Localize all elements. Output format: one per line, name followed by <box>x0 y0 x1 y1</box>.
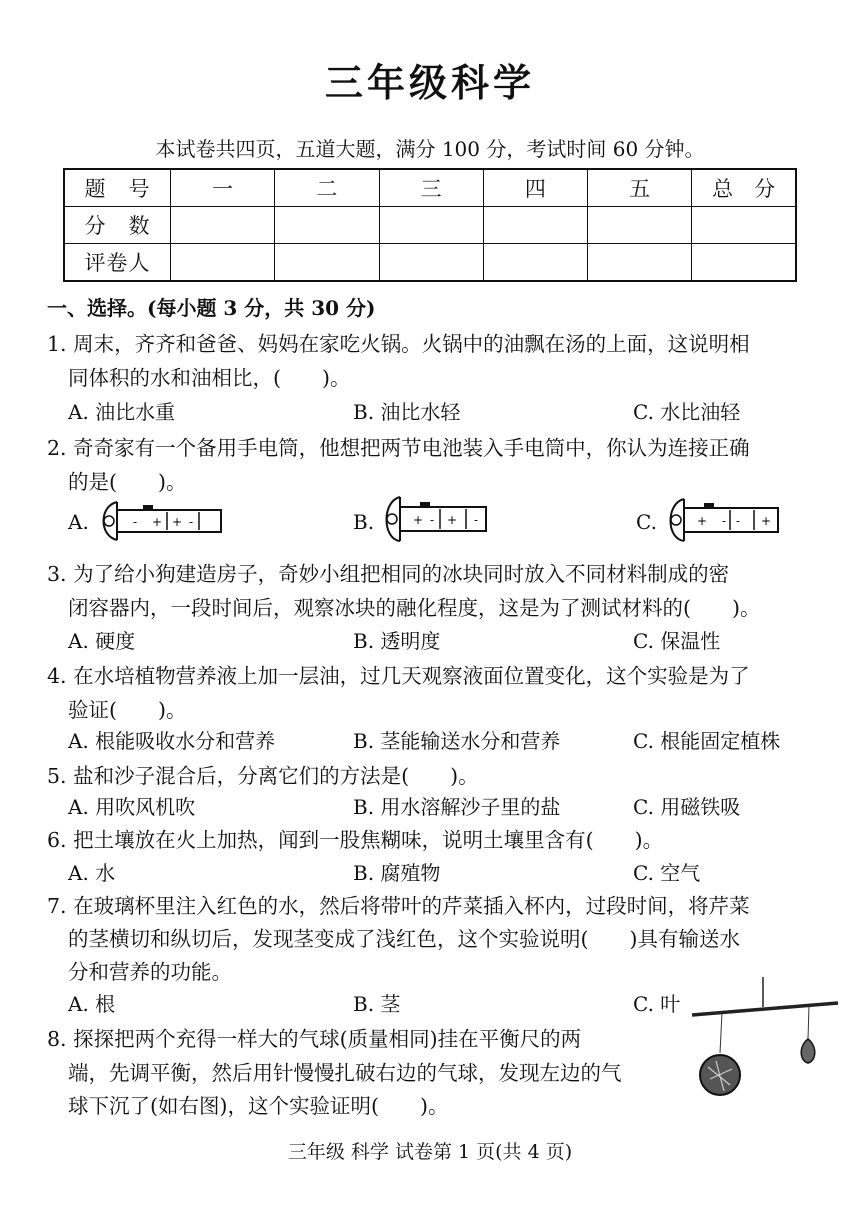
terminal-label: - <box>188 515 194 529</box>
question-7-line-1: 7. 在玻璃杯里注入红色的水，然后将带叶的芹菜插入杯内，过段时间，将芹菜 <box>47 894 750 918</box>
option-b[interactable]: B. 茎能输送水分和营养 <box>353 729 561 753</box>
option-b[interactable]: B. 油比水轻 <box>353 400 461 424</box>
terminal-label: - <box>473 513 479 527</box>
option-b[interactable]: B. 腐殖物 <box>353 861 441 885</box>
option-b[interactable]: B. 茎 <box>353 992 401 1016</box>
page-footer: 三年级 科学 试卷第 1 页(共 4 页) <box>287 1141 573 1163</box>
question-7-line-3: 分和营养的功能。 <box>68 960 232 984</box>
terminal-label: + <box>446 513 458 527</box>
row-label: 分 数 <box>64 207 171 244</box>
option-c[interactable]: C. 根能固定植株 <box>633 729 781 753</box>
terminal-label: + <box>412 513 424 527</box>
option-a[interactable]: A. 根能吸收水分和营养 <box>68 729 276 753</box>
question-8-line-2: 端，先调平衡，然后用针慢慢扎破右边的气球，发现左边的气 <box>68 1061 622 1085</box>
option-c[interactable]: C. 用磁铁吸 <box>633 795 741 819</box>
grader-cell[interactable] <box>692 244 796 282</box>
option-a[interactable]: A. 油比水重 <box>68 400 176 424</box>
terminal-label: + <box>171 515 183 529</box>
option-a[interactable]: A. 用吹风机吹 <box>68 795 196 819</box>
score-table-header-row <box>64 169 796 207</box>
terminal-label: + <box>151 515 163 529</box>
flashlight-diagram-c <box>662 495 782 545</box>
header-cell: 三 <box>379 169 483 207</box>
option-c[interactable]: C. 水比油轻 <box>633 400 741 424</box>
question-3-line-1: 3. 为了给小狗建造房子，奇妙小组把相同的冰块同时放入不同材料制成的密 <box>47 562 730 586</box>
score-table <box>63 168 797 282</box>
question-5-line-1: 5. 盐和沙子混合后，分离它们的方法是( )。 <box>47 764 479 788</box>
option-c[interactable]: C. 空气 <box>633 861 701 885</box>
header-cell: 二 <box>275 169 379 207</box>
balance-balloon-illustration <box>680 975 840 1115</box>
option-c[interactable]: C. 叶 <box>633 992 681 1016</box>
question-1-line-1: 1. 周末，齐齐和爸爸、妈妈在家吃火锅。火锅中的油飘在汤的上面，这说明相 <box>47 332 750 356</box>
grader-cell[interactable] <box>588 244 692 282</box>
page-title: 三年级科学 <box>324 60 535 105</box>
terminal-label: - <box>735 514 741 528</box>
score-row <box>64 207 796 244</box>
flashlight-diagram-a <box>95 498 225 544</box>
question-7-line-2: 的茎横切和纵切后，发现茎变成了浅红色，这个实验说明( )具有输送水 <box>68 927 740 951</box>
header-cell: 总 分 <box>692 169 796 207</box>
terminal-label: + <box>760 514 772 528</box>
score-cell[interactable] <box>171 207 275 244</box>
question-1-line-2: 同体积的水和油相比，( )。 <box>68 366 351 390</box>
score-cell[interactable] <box>379 207 483 244</box>
question-4-line-1: 4. 在水培植物营养液上加一层油，过几天观察液面位置变化，这个实验是为了 <box>47 664 750 688</box>
score-cell[interactable] <box>588 207 692 244</box>
question-6-line-1: 6. 把土壤放在火上加热，闻到一股焦糊味，说明土壤里含有( )。 <box>47 828 664 852</box>
question-2-line-2: 的是( )。 <box>68 470 187 494</box>
option-b[interactable]: B. 用水溶解沙子里的盐 <box>353 795 561 819</box>
score-cell[interactable] <box>275 207 379 244</box>
header-cell: 题 号 <box>64 169 171 207</box>
grader-cell[interactable] <box>483 244 587 282</box>
score-cell[interactable] <box>483 207 587 244</box>
row-label: 评卷人 <box>64 244 171 282</box>
question-8-line-1: 8. 探探把两个充得一样大的气球(质量相同)挂在平衡尺的两 <box>47 1027 582 1051</box>
flashlight-diagram-b <box>378 493 490 545</box>
header-cell: 四 <box>483 169 587 207</box>
score-cell[interactable] <box>692 207 796 244</box>
exam-instructions: 本试卷共四页，五道大题，满分 100 分，考试时间 60 分钟。 <box>155 137 705 161</box>
option-a[interactable]: A. <box>68 510 89 534</box>
section-title: 一、选择。(每小题 3 分，共 30 分) <box>47 296 376 320</box>
grader-cell[interactable] <box>379 244 483 282</box>
grader-cell[interactable] <box>171 244 275 282</box>
option-c[interactable]: C. 保温性 <box>633 629 721 653</box>
question-2-line-1: 2. 奇奇家有一个备用手电筒，他想把两节电池装入手电筒中，你认为连接正确 <box>47 436 750 460</box>
option-a[interactable]: A. 硬度 <box>68 629 136 653</box>
option-c[interactable]: C. <box>636 510 657 534</box>
question-3-line-2: 闭容器内，一段时间后，观察冰块的融化程度，这是为了测试材料的( )。 <box>68 596 761 620</box>
terminal-label: - <box>429 513 435 527</box>
question-4-line-2: 验证( )。 <box>68 698 187 722</box>
grader-cell[interactable] <box>275 244 379 282</box>
header-cell: 五 <box>588 169 692 207</box>
option-a[interactable]: A. 水 <box>68 861 116 885</box>
terminal-label: - <box>132 515 138 529</box>
option-b[interactable]: B. 透明度 <box>353 629 441 653</box>
option-a[interactable]: A. 根 <box>68 992 116 1016</box>
grader-row <box>64 244 796 282</box>
header-cell: 一 <box>171 169 275 207</box>
option-b[interactable]: B. <box>353 510 375 534</box>
terminal-label: - <box>721 514 727 528</box>
question-8-line-3: 球下沉了(如右图)，这个实验证明( )。 <box>68 1094 449 1118</box>
terminal-label: + <box>696 514 708 528</box>
